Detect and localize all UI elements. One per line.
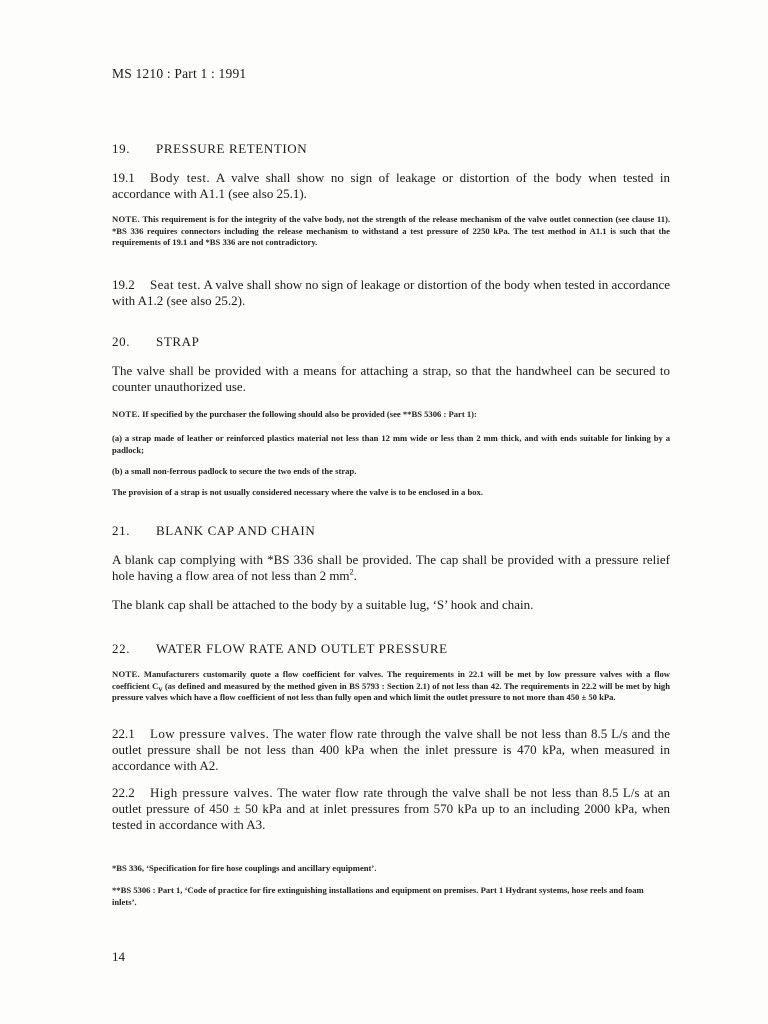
note-text: This requirement is for the integrity of the valve body, not the strength of the release mechanism of the valve outlet connection (see clause 11). *BS 336 requires connectors including the release mechanism to withstand a test pressure of 2250 kPa. The test method in A1.1 is such that the requirements of 19.1 and *BS 336 are not contradictory. <box>112 214 671 247</box>
clause-number: 22.1 <box>112 726 135 741</box>
clause-title: Low pressure valves. <box>150 726 270 741</box>
clause-text: The blank cap shall be attached to the body by a suitable lug, ‘S’ hook and chain. <box>112 597 534 612</box>
note-text: If specified by the purchaser the following should also be provided (see **BS 5306 : Part 1): <box>142 409 477 419</box>
note-tag: NOTE. <box>112 214 141 224</box>
document-id-header: MS 1210 : Part 1 : 1991 <box>112 66 247 81</box>
note-20-item-b: (b) a small non-ferrous padlock to secure the two ends of the strap. <box>112 466 357 476</box>
clause-text-end: . <box>353 568 357 583</box>
section-title: BLANK CAP AND CHAIN <box>156 523 316 538</box>
clause-text: A valve shall show no sign of leakage or distortion of the body when tested in accordance with A1.1 (see also 25.1). <box>112 170 670 201</box>
note-text: Manufacturers customarily quote a flow coefficient for valves. The requirements in 22.1 will be met by low pressure valves with a flow coefficient C <box>112 669 670 691</box>
section-number: 22. <box>112 641 131 656</box>
clause-22-2 <box>112 785 670 833</box>
clause-title: Body test. <box>150 170 211 185</box>
clause-19-2 <box>112 277 670 309</box>
page-number: 14 <box>112 949 125 964</box>
note-text-cont: (as defined and measured by the method given in BS 5793 : Section 2.1) of not less than 42. The requirements in 22.2 will be met by high pressure valves which have a flow coefficient of not less than fully open and which limit the outlet pressure to not more than 450 ± 50 kPa. <box>112 680 670 702</box>
clause-title: Seat test. <box>150 277 201 292</box>
superscript: 2 <box>349 567 354 577</box>
clause-21-text-1 <box>112 552 670 584</box>
clause-text: The water flow rate through the valve shall be not less than 8.5 L/s at an outlet pressure of 450 ± 50 kPa and at inlet pressures from 570 kPa up to an including 2000 kPa, when tested in accordance with A3. <box>112 785 671 832</box>
section-22-heading <box>112 641 448 657</box>
note-20-item-a: (a) a strap made of leather or reinforced plastics material not less than 12 mm wide or less than 2 mm thick, and with ends suitable for linking by a padlock; <box>112 433 670 455</box>
section-title: STRAP <box>156 334 200 349</box>
footnote-bs-5306: **BS 5306 : Part 1, ‘Code of practice for fire extinguishing installations and equipment on premises. Part 1 Hydrant systems, hose reels and foam inlets’. <box>112 885 644 907</box>
section-number: 19. <box>112 141 131 156</box>
footnote-bs-336: *BS 336, ‘Specification for fire hose couplings and ancillary equipment’. <box>112 863 377 873</box>
section-title: WATER FLOW RATE AND OUTLET PRESSURE <box>156 641 448 656</box>
note-22 <box>112 669 670 704</box>
section-21-heading <box>112 523 315 539</box>
section-title: PRESSURE RETENTION <box>156 141 308 156</box>
clause-text: A valve shall show no sign of leakage or distortion of the body when tested in accordance with A1.2 (see also 25.2). <box>112 277 671 308</box>
note-20-provision: The provision of a strap is not usually considered necessary where the valve is to be enclosed in a box. <box>112 487 483 497</box>
note-19 <box>112 214 670 249</box>
section-20-heading <box>112 334 199 350</box>
clause-19-1 <box>112 170 670 202</box>
clause-title: High pressure valves. <box>150 785 273 800</box>
clause-text: The water flow rate through the valve shall be not less than 8.5 L/s and the outlet pressure shall be not less than 400 kPa when the inlet pressure is 470 kPa, when measured in accordance with A2. <box>112 726 671 773</box>
clause-20-text <box>112 363 670 395</box>
note-tag: NOTE. <box>112 409 141 419</box>
clause-number: 22.2 <box>112 785 135 800</box>
section-number: 21. <box>112 523 131 538</box>
clause-22-1 <box>112 726 670 774</box>
clause-number: 19.2 <box>112 277 135 292</box>
clause-21-text-2 <box>112 597 670 613</box>
clause-number: 19.1 <box>112 170 135 185</box>
subscript: v <box>158 684 163 694</box>
clause-text: A blank cap complying with *BS 336 shall be provided. The cap shall be provided with a pressure relief hole having a flow area of not less than 2 mm <box>112 552 670 583</box>
note-tag: NOTE. <box>112 669 141 679</box>
section-19-heading <box>112 141 307 157</box>
note-20 <box>112 409 670 421</box>
clause-text: The valve shall be provided with a means for attaching a strap, so that the handwheel can be secured to counter unauthorized use. <box>112 363 670 394</box>
section-number: 20. <box>112 334 131 349</box>
